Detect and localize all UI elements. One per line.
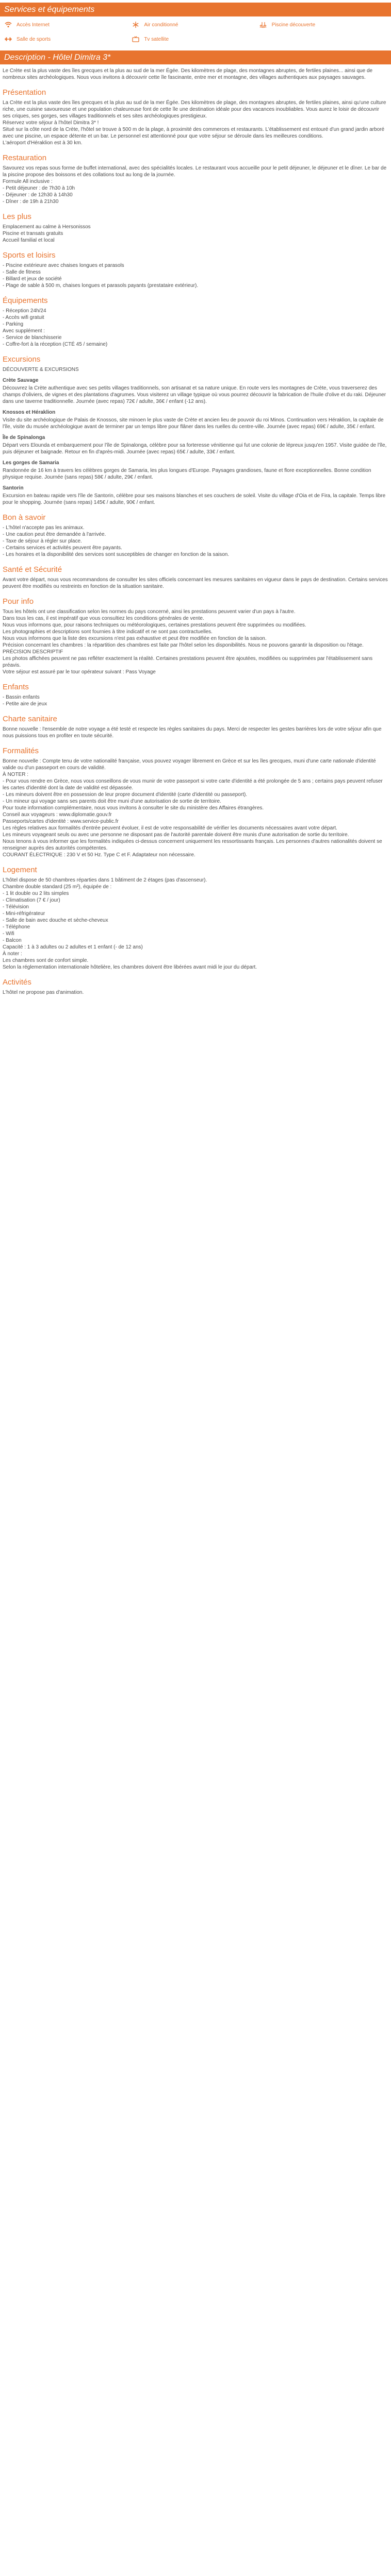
service-item [132,20,259,30]
section-title-activites: Activités [3,978,31,987]
section-line: Accueil familial et local [3,238,55,243]
section-line: Réservez votre séjour à l'hôtel Dimitra 3* ! [3,120,99,126]
section-line: - Déjeuner : de 12h30 à 14h30 [3,192,73,198]
excursion-title: Crète Sauvage [3,378,39,383]
section-line: Passeports/cartes d'identité : www.service-public.fr [3,819,119,824]
section-line: Les photographies et descriptions sont fournies à titre indicatif et ne sont pas contractuelles. [3,629,213,635]
section-line: - Réception 24h/24 [3,308,46,314]
section-line: - Certains services et activités peuvent être payants. [3,545,122,551]
section-body-activites [3,989,388,996]
section-line: - Petite aire de jeux [3,701,47,707]
section-title-restauration: Restauration [3,154,47,162]
section-line: - Une caution peut être demandée à l'arrivée. [3,532,106,537]
excursion-title: Les gorges de Samaria [3,460,59,466]
section-line: Capacité : 1 à 3 adultes ou 2 adultes et 1 enfant (- de 12 ans) [3,944,143,950]
section-line: - Dîner : de 19h à 21h30 [3,199,59,205]
section-title-enfants: Enfants [3,683,29,691]
section-line: - Petit déjeuner : de 7h30 à 10h [3,185,75,191]
section-title-sante-securite: Santé et Sécurité [3,565,62,574]
section-body-charte-sanitaire [3,726,388,739]
excursion-title: Santorin [3,485,24,491]
section-line: Conseil aux voyageurs : www.diplomatie.gouv.fr [3,812,112,818]
services-header-title: Services et équipements [4,5,95,14]
section-line: À noter : [3,951,22,957]
service-item [132,34,259,44]
section-body-sante-securite [3,577,388,590]
section-line: - Les mineurs doivent être en possession de leur propre document d'identité (carte d'identité ou passeport). [3,792,248,798]
section-line: Selon la réglementation internationale hôtelière, les chambres doivent être libérées avant midi le jour du départ. [3,964,257,970]
section-body-equipements [3,308,388,348]
section-line: - 1 lit double ou 2 lits simples [3,891,69,896]
section-line: - Taxe de séjour à régler sur place. [3,538,82,544]
section-title-sports-loisirs: Sports et loisirs [3,251,56,260]
section-line: Les chambres sont de confort simple. [3,958,89,963]
section-line: - Climatisation (7 € / jour) [3,897,60,903]
section-line: Votre séjour est assuré par le tour opérateur suivant : Pass Voyage [3,669,156,675]
service-label: Accès Internet [17,22,50,28]
spa-icon [4,35,12,43]
section-line: La Crète est la plus vaste des îles grecques et la plus au sud de la mer Égée. Des kilomètres de plage, des montagnes abruptes, de fertiles plaines, ainsi qu'une culture riche, une cuisine savoureuse et une population chaleureuse font de cette île une destination idéale pour des vacances inoubliables. Vous aurez le loisir de découvrir ses criques, ses gorges, ses villages traditionnels et ses sites archéologiques prestigieux. [3,100,386,119]
section-line: Bonne nouvelle : Compte tenu de votre nationalité française, vous pouvez voyager librement en Grèce et sur les îles grecques, muni d'une carte nationale d'identité valide ou d'un passeport en cours de validité. [3,758,376,771]
service-label: Piscine découverte [271,22,316,28]
section-body-logement [3,877,388,971]
section-body-enfants [3,694,388,707]
section-title-charte-sanitaire: Charte sanitaire [3,715,57,723]
section-line: - Coffre-fort à la réception (CTÉ 45 / semaine) [3,342,108,347]
section-line: Avant votre départ, nous vous recommandons de consulter les sites officiels concernant les mesures sanitaires en vigueur dans le pays de destination. Certains services peuvent être modifiés ou restreints en fonction de la situation sanitaire. [3,577,388,589]
service-label: Air conditionné [144,22,178,28]
section-title-pour-info: Pour info [3,597,34,606]
service-item [4,20,132,30]
excursion-text: Visite du site archéologique de Palais de Knossos, site minoen le plus vaste de Crète et ancien lieu de pouvoir du roi Minos. Continuation vers Héraklion, la capitale de l'île, visite du musée archéologique avant de terminer par un temps libre pour flâner dans les ruelles du centre-ville. Journée (avec repas) 69€ / adulte, 35€ / enfant. [3,417,384,430]
section-line: PRÉCISION DESCRIPTIF [3,649,63,655]
section-line: Nous vous informons que, pour raisons techniques ou météorologiques, certaines prestations peuvent être supprimées ou modifiées. [3,622,306,628]
section-line: Savourez vos repas sous forme de buffet international, avec des spécialités locales. Le restaurant vous accueille pour le petit déjeuner, le déjeuner et le dîner. Le bar de la piscine propose des boissons et des collations tout au long de la journée. [3,165,387,178]
section-line: - Piscine extérieure avec chaises longues et parasols [3,263,124,268]
service-item [259,20,387,30]
section-line: DÉCOUVERTE & EXCURSIONS [3,367,79,372]
air-conditioning-icon [132,21,140,29]
section-line: L'hôtel ne propose pas d'animation. [3,990,84,995]
section-line: - Téléphone [3,924,30,930]
section-line: Bonne nouvelle : l'ensemble de notre voyage a été testé et respecte les règles sanitaires du pays. Merci de respecter les gestes barrières lors de votre séjour afin que nous puissions tous en profiter en toute sécurité. [3,726,382,739]
description-header-bar [0,50,391,64]
section-line: Les mineurs voyageant seuls ou avec une personne ne disposant pas de l'autorité parentale doivent être munis d'une autorisation de sortie du territoire. [3,832,349,838]
section-title-logement: Logement [3,866,37,874]
section-line: - Service de blanchisserie [3,335,62,341]
section-body-pour-info [3,608,388,675]
section-line: - Billard et jeux de société [3,276,62,282]
section-title-equipements: Équipements [3,296,48,305]
excursion-title: Knossos et Héraklion [3,410,56,415]
section-line: À NOTER : [3,772,29,777]
service-label: Tv satellite [144,36,169,42]
section-body-excursions [3,366,388,373]
wifi-icon [4,21,12,29]
section-line: Dans tous les cas, il est impératif que vous consultiez les conditions générales de vente. [3,616,204,621]
section-line: Les photos affichées peuvent ne pas refléter exactement la réalité. Certaines prestations peuvent être ajoutées, modifiées ou supprimées par l'établissement sans préavis. [3,656,373,668]
section-title-presentation: Présentation [3,88,46,97]
section-line: Piscine et transats gratuits [3,231,63,236]
section-line: Les règles relatives aux formalités d'entrée peuvent évoluer, il est de votre responsabilité de vérifier les documents nécessaires avant votre départ. [3,825,337,831]
section-title-excursions: Excursions [3,355,41,364]
excursion-title: Île de Spinalonga [3,435,45,440]
section-body-formalites [3,758,388,858]
section-line: Précision concernant les chambres : la répartition des chambres est faite par l'hôtel selon les disponibilités. Nous ne pouvons garantir la disposition ou l'étage. [3,642,364,648]
section-body-les-plus [3,224,388,244]
section-body-sports-loisirs [3,262,388,289]
section-line: - Accès wifi gratuit [3,315,44,320]
section-line: Pour toute information complémentaire, nous vous invitons à consulter le site du ministère des Affaires étrangères. [3,805,264,811]
section-line: L'aéroport d'Héraklion est à 30 km. [3,140,83,146]
section-title-les-plus: Les plus [3,212,31,221]
excursion-text: Randonnée de 16 km à travers les célèbres gorges de Samaria, les plus longues d'Europe. Paysages grandioses, faune et flore exceptionnelles. Bonne condition physique requise. Journée (sans repas) 58€ / adulte, 29€ / enfant. [3,468,371,480]
pool-icon [259,21,268,29]
section-line: COURANT ÉLECTRIQUE : 230 V et 50 Hz. Type C et F. Adaptateur non nécessaire. [3,852,196,858]
description-header-title: Description - Hôtel Dimitra 3* [4,53,111,62]
section-line: - Balcon [3,938,22,943]
section-line: - Salle de bain avec douche et sèche-cheveux [3,918,108,923]
section-line: - Plage de sable à 500 m, chaises longues et parasols payants (prestataire extérieur). [3,283,199,289]
section-line: Avec supplément : [3,328,45,334]
section-line: Formule All inclusive : [3,179,53,184]
tv-icon [132,35,140,43]
service-label: Salle de sports [17,36,51,42]
section-body-bon-a-savoir [3,524,388,558]
section-title-bon-a-savoir: Bon à savoir [3,513,46,522]
section-line: Emplacement au calme à Hersonissos [3,224,91,230]
section-line: - L'hôtel n'accepte pas les animaux. [3,525,85,531]
section-line: Nous tenons à vous informer que les formalités indiquées ci-dessus concernent uniquement les ressortissants français. Les personnes d'autres nationalités doivent se renseigner auprès des autorités compétentes. [3,839,382,851]
section-line: - Pour vous rendre en Grèce, nous vous conseillons de vous munir de votre passeport si votre carte d'identité a été prolongée de 5 ans ; certains pays peuvent refuser les cartes d'identité dont la date de validité est dépassée. [3,778,383,791]
intro-paragraph: Le Crète est la plus vaste des îles grecques et la plus au sud de la mer Égée. Des kilomètres de plage, des montagnes abruptes, de fertiles plaines... ainsi que de nombreux sites archéologiques. Nous vous invitons à découvrir cette île fascinante, entre mer et montagne, des villages authentiques aux paysages sauvages. [3,68,373,80]
excursion-text: Excursion en bateau rapide vers l'île de Santorin, célèbre pour ses maisons blanches et ses couchers de soleil. Visite du village d'Oia et de Fira, la capitale. Temps libre pour le shopping. Journée (sans repas) 145€ / adulte, 90€ / enfant. [3,493,386,505]
section-line: Tous les hôtels ont une classification selon les normes du pays concerné, ainsi les prestations peuvent varier d'un pays à l'autre. [3,609,296,615]
section-line: Chambre double standard (25 m²), équipée de : [3,884,112,890]
services-header-bar [0,3,391,16]
section-line: Nous vous informons que la liste des excursions n'est pas exhaustive et peut être modifiée en fonction de la saison. [3,636,267,641]
section-title-formalites: Formalités [3,747,39,755]
section-line: - Parking [3,321,24,327]
section-line: - Télévision [3,904,29,910]
section-line: - Mini-réfrigérateur [3,911,45,917]
services-grid [0,16,391,45]
excursion-text: Découvrez la Crète authentique avec ses petits villages traditionnels, son artisanat et sa nature unique. En route vers les montagnes de Crète, vous traverserez des champs d'oliviers, de vignes et des plantations d'agrumes. Vous visiterez un village typique où vous pourrez découvrir la fabrication de l'huile d'olive et du raki. Déjeuner dans une taverne traditionnelle. Journée (avec repas) 72€ / adulte, 36€ / enfant (-12 ans). [3,385,386,404]
section-body-restauration [3,165,388,205]
section-line: L'hôtel dispose de 50 chambres réparties dans 1 bâtiment de 2 étages (pas d'ascenseur). [3,877,207,883]
section-line: - Un mineur qui voyage sans ses parents doit être muni d'une autorisation de sortie de territoire. [3,799,221,804]
section-line: Situé sur la côte nord de la Crète, l'hôtel se trouve à 500 m de la plage, à proximité des commerces et restaurants. L'établissement est entouré d'un grand jardin arboré avec une piscine, un espace détente et un bar. Le personnel est attentionné pour que votre séjour se déroule dans les meilleures conditions. [3,127,385,139]
section-line: - Wifi [3,931,14,937]
section-line: - Salle de fitness [3,269,41,275]
service-item [4,34,132,44]
section-line: - Les horaires et la disponibilité des services sont susceptibles de changer en fonction de la saison. [3,552,230,557]
excursion-text: Départ vers Elounda et embarquement pour l'île de Spinalonga, célèbre pour sa forteresse vénitienne qui fut une colonie de lépreux jusqu'en 1957. Visite guidée de l'île, puis déjeuner et baignade. Retour en fin d'après-midi. Journée (avec repas) 65€ / adulte, 33€ / enfant. [3,443,387,455]
section-line: - Bassin enfants [3,694,40,700]
description-content [0,64,391,996]
section-body-presentation [3,99,388,146]
